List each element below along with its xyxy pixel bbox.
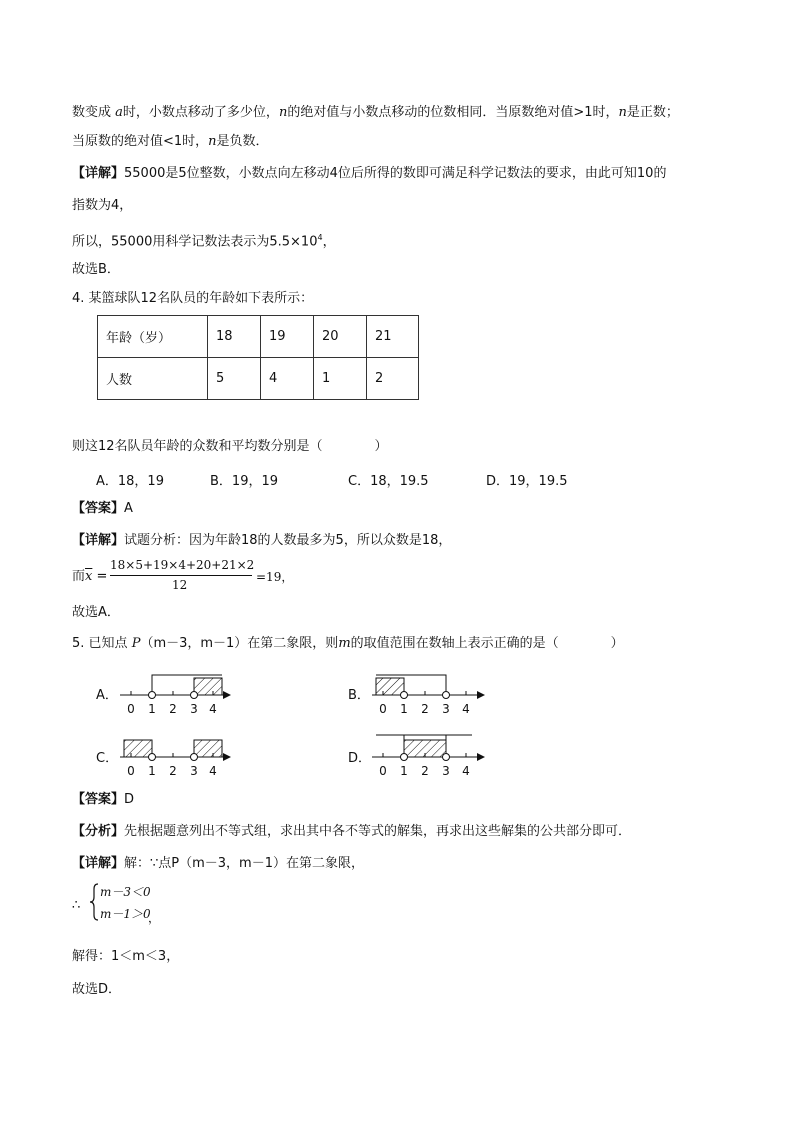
- option-c-label: C．: [96, 751, 119, 766]
- text: 的绝对值与小数点移动的位数相同．当原数绝对值>1时，: [287, 105, 619, 120]
- table-row: [98, 358, 419, 400]
- tick-label: 1: [148, 764, 156, 778]
- option-a-label: A．: [96, 688, 118, 703]
- number-line-d: [372, 735, 484, 778]
- detail-tag: 【详解】: [72, 533, 125, 548]
- option-a: A．18，19: [96, 474, 164, 489]
- inequality-comma: ，: [148, 911, 161, 925]
- text-line: [72, 104, 679, 122]
- solve-line: [72, 948, 179, 966]
- analysis-line: [72, 823, 631, 841]
- option-d-label: D．: [348, 751, 372, 766]
- tick-label: 3: [442, 764, 450, 778]
- mean-prefix: 而$\overline{x}$ =: [72, 569, 108, 584]
- table-cell: 21: [367, 316, 419, 358]
- inequality-2: m－1＞0: [100, 907, 151, 921]
- fraction-bar: [110, 575, 252, 576]
- conclusion-line: [72, 981, 121, 999]
- question-5-stem: [72, 635, 624, 653]
- text-line: [72, 261, 120, 279]
- variable: n: [278, 105, 288, 120]
- text: ，: [322, 234, 336, 250]
- question-4-prompt: [72, 438, 388, 456]
- inequality-1: m－3＜0: [100, 885, 151, 899]
- tick-label: 4: [462, 764, 470, 778]
- answer-line: [72, 791, 134, 809]
- variable: a: [115, 105, 123, 120]
- text: 的取值范围在数轴上表示正确的是（ ）: [350, 636, 624, 651]
- analysis-tag: 【分析】: [72, 824, 125, 839]
- text: 55000是5位整数，小数点向左移动4位后所得的数即可满足科学记数法的要求，由此可知10的: [124, 166, 667, 181]
- tick-label: 3: [190, 764, 198, 778]
- answer-tag: 【答案】: [72, 792, 125, 807]
- exponent: 4: [317, 233, 323, 242]
- text: 故选B．: [72, 262, 120, 277]
- answer-value: D: [124, 792, 135, 807]
- option-c: C．18，19.5: [348, 474, 429, 489]
- brace: [90, 884, 98, 920]
- conclusion-line: [72, 604, 120, 622]
- text: 所以，55000用科学记数法表示为5.5×10: [72, 234, 318, 250]
- text: 故选A．: [72, 605, 120, 620]
- text-line: [72, 197, 132, 215]
- table-cell: 20: [314, 316, 367, 358]
- table-cell: 19: [261, 316, 314, 358]
- variable: P: [131, 636, 141, 651]
- table-cell: 5: [208, 358, 261, 400]
- variable: n: [618, 105, 627, 120]
- tick-label: 0: [379, 764, 387, 778]
- option-b: B．19，19: [210, 474, 279, 489]
- text: 数变成: [72, 105, 112, 120]
- tick-label: 2: [169, 702, 177, 716]
- age-table: [97, 315, 419, 400]
- text: 试题分析：因为年龄18的人数最多为5，所以众数是18，: [124, 533, 452, 548]
- tick-label: 2: [421, 764, 429, 778]
- text: 先根据题意列出不等式组，求出其中各不等式的解集，再求出这些解集的公共部分即可．: [124, 824, 632, 839]
- table-cell: 4: [261, 358, 314, 400]
- number-line-b: [372, 675, 484, 716]
- table-cell: 18: [208, 316, 261, 358]
- tick-label: 4: [209, 764, 217, 778]
- fraction-denominator: 12: [172, 578, 188, 592]
- text: 是正数；: [626, 105, 679, 120]
- tick-label: 1: [400, 702, 408, 716]
- answer-line: [72, 500, 133, 518]
- detail-tag: 【详解】: [72, 166, 125, 181]
- answer-value: A: [124, 501, 133, 516]
- number-line-a: [120, 675, 230, 716]
- table-cell: 人数: [98, 358, 208, 400]
- number-line-c: [120, 740, 230, 778]
- table-cell: 2: [367, 358, 419, 400]
- question-4-stem: [72, 290, 313, 308]
- text: 是负数．: [216, 134, 269, 149]
- tick-label: 1: [400, 764, 408, 778]
- tick-label: 3: [190, 702, 198, 716]
- text: （m－3，m－1）在第二象限，则: [140, 636, 339, 651]
- text: 指数为4，: [72, 198, 133, 213]
- variable: n: [208, 134, 217, 149]
- text: 则这12名队员年龄的众数和平均数分别是（ ）: [72, 439, 388, 454]
- table-row: [98, 316, 419, 358]
- text: 当原数的绝对值<1时，: [72, 134, 209, 149]
- text: 4. 某篮球队12名队员的年龄如下表所示：: [72, 291, 314, 306]
- detail-line: [72, 532, 451, 550]
- tick-label: 0: [127, 702, 135, 716]
- tick-label: 0: [127, 764, 135, 778]
- option-b-label: B．: [348, 688, 370, 703]
- mean-symbol: $\overline{x}$: [85, 569, 93, 584]
- detail-tag: 【详解】: [72, 856, 125, 871]
- table-cell: 年龄（岁）: [98, 316, 208, 358]
- tick-label: 0: [379, 702, 387, 716]
- detail-line: [72, 855, 364, 873]
- answer-tag: 【答案】: [72, 501, 125, 516]
- tick-label: 2: [421, 702, 429, 716]
- variable: m: [338, 636, 351, 651]
- text: 解得：1＜m＜3，: [72, 949, 180, 964]
- text-line: [72, 133, 269, 151]
- text: 5. 已知点: [72, 636, 128, 651]
- text-line: [72, 165, 666, 183]
- tick-label: 3: [442, 702, 450, 716]
- tick-label: 4: [462, 702, 470, 716]
- option-d: D．19，19.5: [486, 474, 568, 489]
- table-cell: 1: [314, 358, 367, 400]
- tick-label: 4: [209, 702, 217, 716]
- tick-label: 1: [148, 702, 156, 716]
- therefore-symbol: ∴: [72, 898, 81, 913]
- mean-result: =19，: [256, 570, 294, 584]
- text: 故选D．: [72, 982, 122, 997]
- fraction-numerator: 18×5+19×4+20+21×2: [110, 558, 255, 572]
- text: 解：∵点P（m－3，m－1）在第二象限，: [124, 856, 364, 871]
- tick-label: 2: [169, 764, 177, 778]
- text: 时，小数点移动了多少位，: [122, 105, 279, 120]
- text-line: [72, 229, 336, 251]
- text: 而: [72, 569, 86, 584]
